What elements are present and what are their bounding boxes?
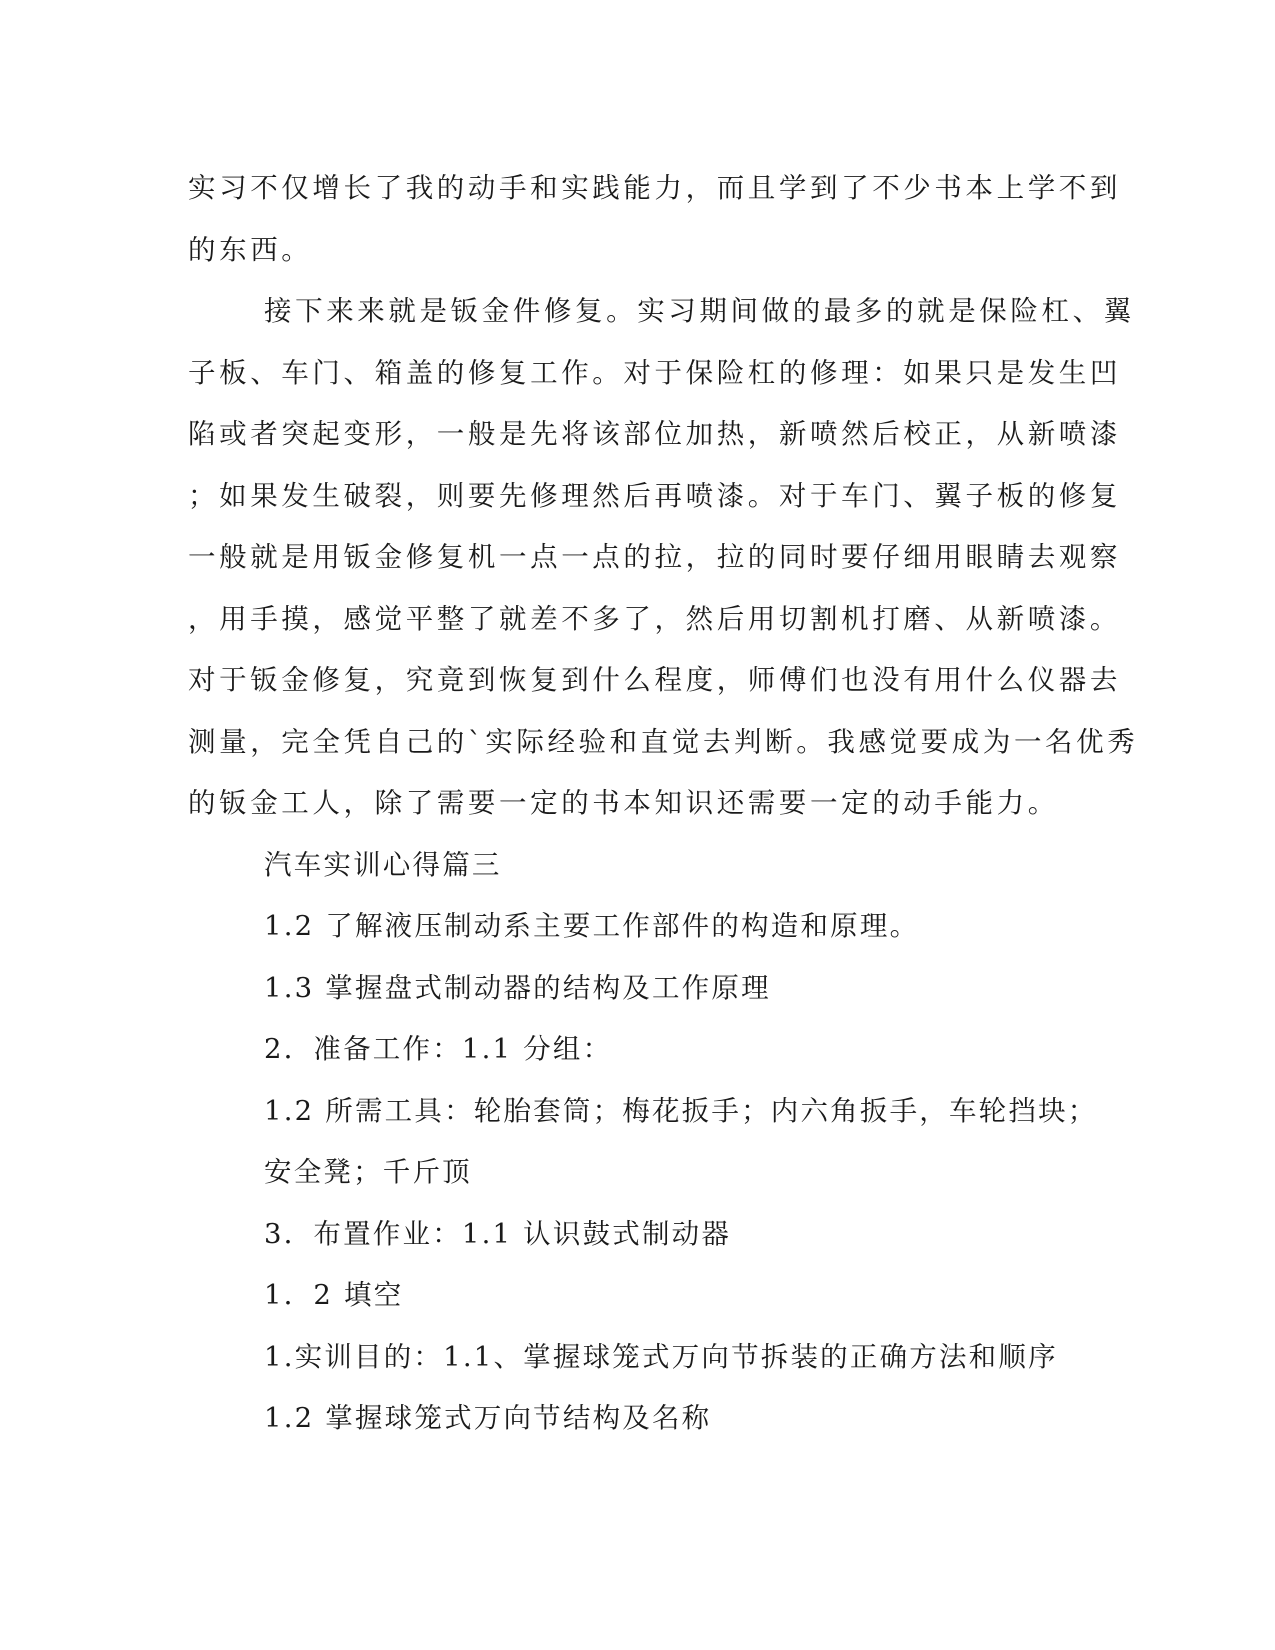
list-item: 1.2 掌握球笼式万向节结构及名称	[264, 1402, 712, 1434]
list-item: 1．2 填空	[264, 1279, 404, 1311]
text-line: 的钣金工人，除了需要一定的书本知识还需要一定的动手能力。	[188, 787, 1059, 819]
section-title: 汽车实训心得篇三	[264, 848, 502, 881]
list-item: 安全凳；千斤顶	[264, 1156, 472, 1188]
text-line: 实习不仅增长了我的动手和实践能力，而且学到了不少书本上学不到	[188, 172, 1121, 204]
list-item: 1.2 了解液压制动系主要工作部件的构造和原理。	[264, 910, 920, 942]
text-line: 接下来来就是钣金件修复。实习期间做的最多的就是保险杠、翼	[264, 295, 1135, 327]
list-item: 1.2 所需工具：轮胎套筒；梅花扳手；内六角扳手，车轮挡块；	[264, 1094, 1098, 1127]
list-item: 3．布置作业：1.1 认识鼓式制动器	[264, 1217, 732, 1250]
text-line: 的东西。	[188, 233, 313, 266]
list-item: 1.3 掌握盘式制动器的结构及工作原理	[264, 971, 771, 1004]
paragraph-continuation	[188, 158, 1121, 281]
document-body	[188, 158, 1139, 1450]
paragraph-sheet-metal-repair	[188, 281, 1139, 835]
text-line: 一般就是用钣金修复机一点一点的拉，拉的同时要仔细用眼睛去观察	[188, 541, 1121, 573]
text-line: 测量，完全凭自己的`实际经验和直觉去判断。我感觉要成为一名优秀	[188, 725, 1139, 758]
text-line: 对于钣金修复，究竟到恢复到什么程度，师傅们也没有用什么仪器去	[188, 664, 1121, 696]
text-line: ，用手摸，感觉平整了就差不多了，然后用切割机打磨、从新喷漆。	[188, 602, 1121, 635]
list-item: 2．准备工作：1.1 分组：	[264, 1033, 613, 1065]
training-items-list	[188, 896, 1098, 1450]
text-line: 陷或者突起变形，一般是先将该部位加热，新喷然后校正，从新喷漆	[188, 418, 1121, 450]
list-item: 1.实训目的：1.1、掌握球笼式万向节拆装的正确方法和顺序	[264, 1340, 1058, 1373]
text-line: 子板、车门、箱盖的修复工作。对于保险杠的修理：如果只是发生凹	[188, 356, 1121, 389]
text-line: ；如果发生破裂，则要先修理然后再喷漆。对于车门、翼子板的修复	[188, 479, 1121, 512]
